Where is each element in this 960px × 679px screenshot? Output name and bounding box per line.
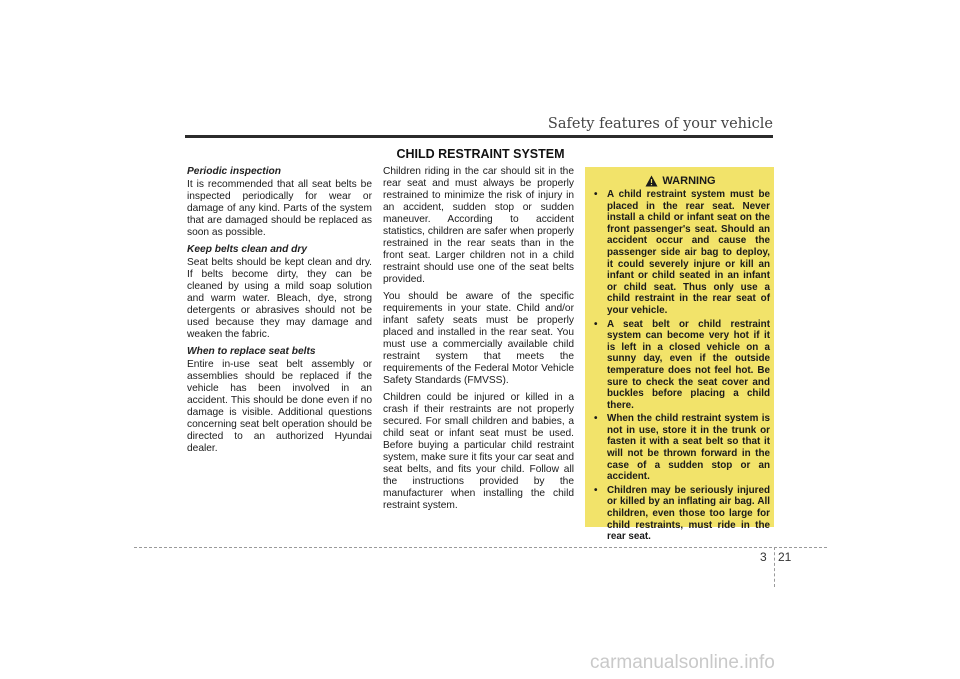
section-text-keep-belts-clean: Seat belts should be kept clean and dry. If belts become dirty, they can be cleaned by using a mild soap solution and warm water. Bleach, dye, strong detergents or abrasives should not be used because they may damage and weaken the fabric.: [187, 257, 372, 340]
warning-item: • A seat belt or child restraint system can become very hot if it is left in a closed vehicle on a sunny day, even if the outside temperature does not feel hot. Be sure to check the seat cover and buckles before placing a child there.: [591, 319, 770, 412]
warning-header: [591, 175, 770, 187]
child-restraint-paragraph: Children riding in the car should sit in the rear seat and must always be properly restrained to minimize the risk of injury in an accident, sudden stop or sudden maneuver. According to accident statistics, children are safer when properly restrained in the rear seats than in the front seat. Larger children not in a child restraint should use one of the seat belts provided.: [383, 166, 574, 285]
watermark: carmanualsonline.info: [590, 652, 775, 673]
warning-item: • A child restraint system must be placed in the rear seat. Never install a child or infant seat on the front passenger's seat. Should an accident occur and cause the passenger side air bag to deploy, it could severely injure or kill an infant or child seated in an infant or child seat. Thus only use a child restraint in the rear seat of your vehicle.: [591, 189, 770, 317]
footer-divider: [774, 547, 775, 587]
page-header-title: Safety features of your vehicle: [547, 116, 773, 132]
child-restraint-paragraph: You should be aware of the specific requirements in your state. Child and/or infant safety seats must be properly placed and installed in the rear seat. You must use a commercially available child restraint system that meets the requirements of the Federal Motor Vehicle Safety Standards (FMVSS).: [383, 291, 574, 386]
section-heading-periodic-inspection: Periodic inspection: [187, 166, 281, 177]
section-heading-keep-belts-clean: Keep belts clean and dry: [187, 244, 308, 255]
chapter-number: 3: [760, 550, 767, 564]
footer-rule: [134, 547, 827, 548]
warning-title: WARNING: [662, 175, 716, 187]
section-title-child-restraint: CHILD RESTRAINT SYSTEM: [396, 147, 565, 161]
warning-triangle-icon: [645, 175, 658, 187]
warning-box: [585, 167, 774, 543]
middle-column: [383, 166, 574, 517]
warning-item: • Children may be seriously injured or killed by an inflating air bag. All children, even those too large for child restraints, must ride in the rear seat.: [591, 485, 770, 543]
left-column: [187, 166, 372, 460]
section-heading-replace-seat-belts: When to replace seat belts: [187, 346, 316, 357]
page-number: 21: [778, 550, 792, 564]
warning-item: • When the child restraint system is not in use, store it in the trunk or fasten it with a seat belt so that it will not be thrown forward in the case of a sudden stop or an accident.: [591, 413, 770, 483]
warning-list: [591, 189, 770, 543]
child-restraint-paragraph: Children could be injured or killed in a crash if their restraints are not properly secured. For small children and babies, a child seat or infant seat must be used. Before buying a particular child restraint system, make sure it fits your car seat and seat belts, and fits your child. Follow all the instructions provided by the manufacturer when installing the child restraint system.: [383, 392, 574, 511]
section-text-replace-seat-belts: Entire in-use seat belt assembly or assemblies should be replaced if the vehicle has been involved in an accident. This should be done even if no damage is visible. Additional questions concerning seat belt operation should be directed to an authorized Hyundai dealer.: [187, 359, 372, 454]
header-rule: [185, 135, 773, 138]
section-text-periodic-inspection: It is recommended that all seat belts be inspected periodically for wear or damage of any kind. Parts of the system that are damaged should be replaced as soon as possible.: [187, 179, 372, 238]
